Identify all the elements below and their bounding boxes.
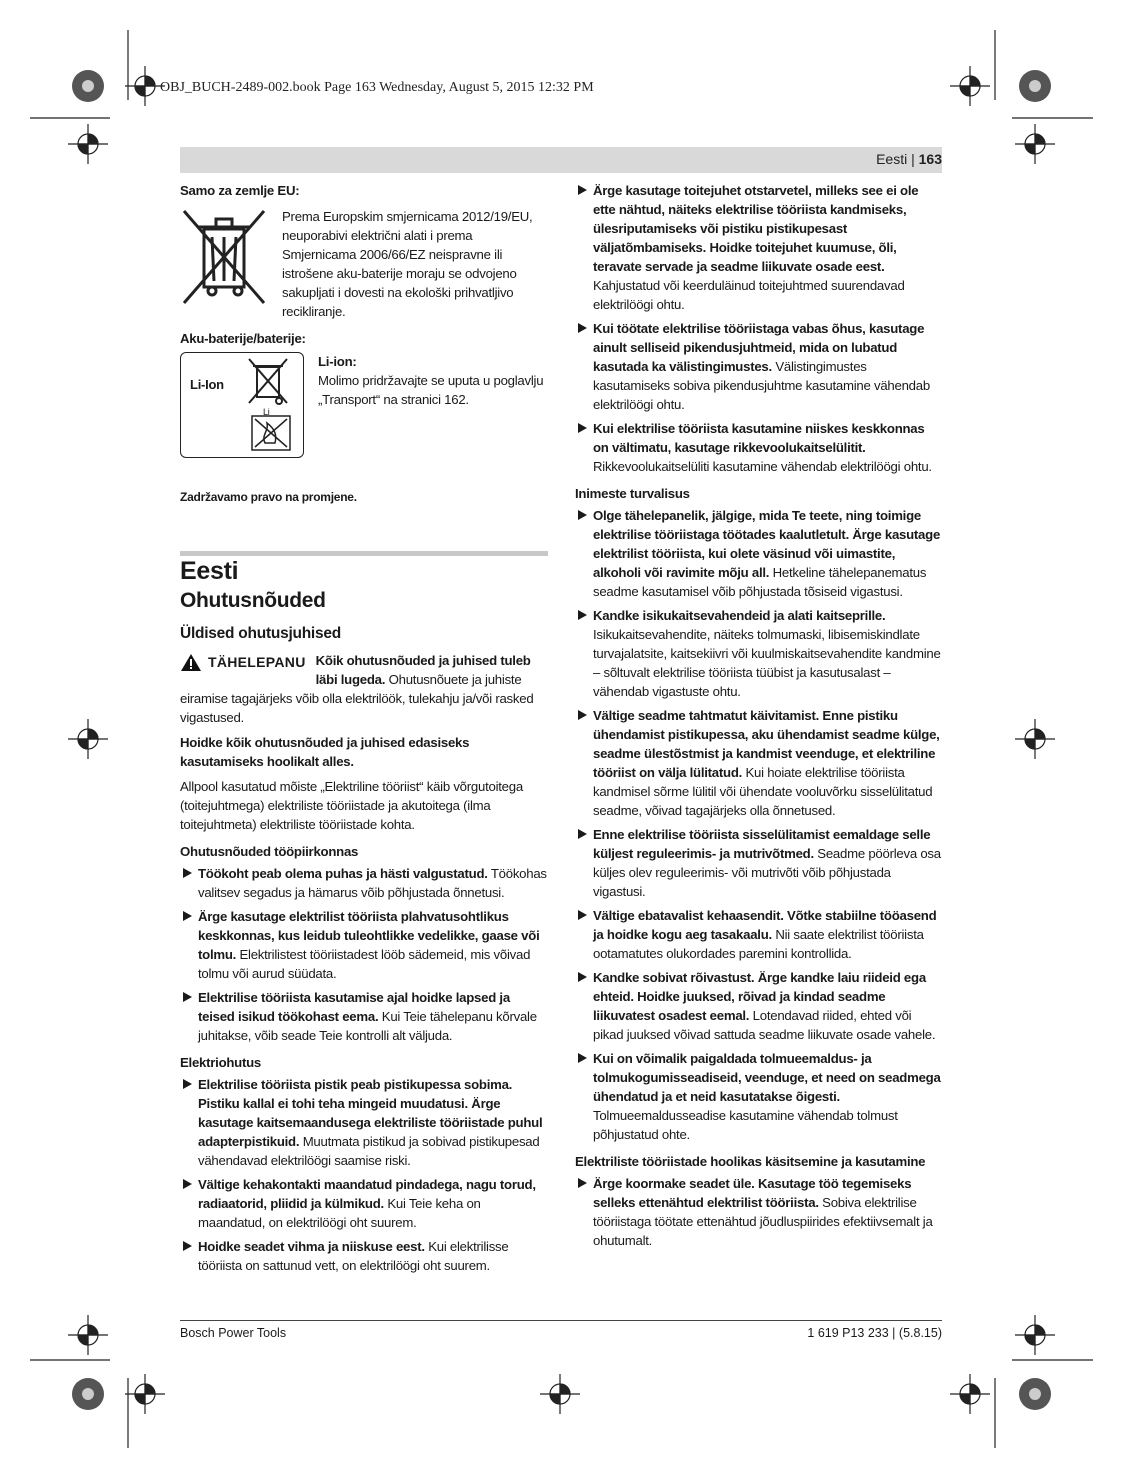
bullet-icon [578, 323, 587, 333]
item-text: Lotendavad riided, ehted või pikad juuksed võivad sattuda seadme liikuvate osade vahele. [593, 1008, 936, 1042]
bullet-icon [578, 972, 587, 982]
item-bold: Ärge kasutage toitejuhet otstarvetel, milleks see ei ole ette nähtud, näiteks elektrilise tööriista kandmiseks, ülesriputamiseks või pistiku pistikupesast väljatõmbamiseks. Hoidke toitejuhet kuumuse, õli, teravate servade ja seadme liikuvate osade eest. [593, 183, 919, 274]
liion-title: Li-ion: [318, 354, 357, 369]
warning-paragraph [180, 651, 548, 727]
list-item [180, 907, 548, 983]
bullet-icon [578, 829, 587, 839]
item-bold: Elektrilise tööriista pistik peab pistikupessa sobima. Pistiku kallal ei tohi teha mingeid muudatusi. Ärge kasutage kaitsemaandusega elektriliste tööriistade puhul adapterpistikuid. [198, 1077, 543, 1149]
warning-triangle-icon [180, 653, 202, 672]
bullet-icon [183, 911, 192, 921]
item-bold: Töökoht peab olema puhas ja hästi valgustatud. [198, 866, 488, 881]
item-text: Sobiva elektrilise tööriistaga töötate ettenähtud jõudluspiirides efektiivsemalt ja ohutumalt. [593, 1195, 933, 1248]
list-item [575, 319, 942, 414]
eu-title: Samo za zemlje EU: [180, 183, 300, 198]
electrical-title: Elektriohutus [180, 1055, 262, 1070]
item-text: Kui Teie keha on maandatud, on elektrilöögi oht suurem. [198, 1196, 481, 1230]
no-fire-icon [251, 415, 291, 451]
list-item [575, 825, 942, 901]
item-bold: Vältige ebatavalist kehaasendit. Võtke stabiilne tööasend ja hoidke kogu aeg tasakaalu. [593, 908, 937, 942]
term-definition: Allpool kasutatud mõiste „Elektriline tööriist“ käib võrgutoitega (toitejuhtmega) elektriliste tööriistade ja akutoitega (ilma toitejuhtmeta) elektriliste tööriistade kohta. [180, 779, 523, 832]
list-item [180, 864, 548, 902]
li-mark: Li [263, 407, 270, 417]
item-text: Elektrilistest tööriistadest lööb sädemeid, mis võivad tolmu või aurud süüdata. [198, 947, 531, 981]
item-bold: Kandke isikukaitsevahendeid ja alati kaitseprille. [593, 608, 886, 623]
reserve-note: Zadržavamo pravo na promjene. [180, 490, 357, 504]
eu-block [180, 207, 548, 321]
bullet-icon [578, 423, 587, 433]
bullet-icon [183, 1179, 192, 1189]
list-item [575, 506, 942, 601]
item-bold: Kui töötate elektrilise tööriistaga vabas õhus, kasutage ainult selliseid pikendusjuhtmeid, mida on lubatud kasutada ka välistingimustes. [593, 321, 925, 374]
item-text: Kahjustatud või keerduläinud toitejuhtmed suurendavad elektrilöögi ohtu. [593, 278, 905, 312]
list-item [575, 606, 942, 701]
battery-title: Aku-baterije/baterije: [180, 331, 306, 346]
warning-bold: Kõik ohutusnõuded ja juhised tuleb läbi lugeda. [315, 653, 531, 687]
list-item [575, 706, 942, 820]
bullet-icon [578, 1053, 587, 1063]
page-header [876, 151, 942, 167]
item-bold: Enne elektrilise tööriista sisselülitamist eemaldage selle küljest reguleerimis- ja mutrivõtmed. [593, 827, 931, 861]
item-bold: Kui on võimalik paigaldada tolmueemaldus- ja tolmukogumisseadiseid, veenduge, et need on seadmega ühendatud ja et neid kasutatakse õigesti. [593, 1051, 941, 1104]
bullet-icon [183, 992, 192, 1002]
list-item [180, 1175, 548, 1232]
item-text: Hetkeline tähelepanematus seadme kasutamisel võib põhjustada tõsiseid vigastusi. [593, 565, 927, 599]
item-text: Kui Teie tähelepanu kõrvale juhitakse, võib seade Teie kontrolli alt väljuda. [198, 1009, 537, 1043]
left-column [180, 181, 548, 1280]
item-text: Kui elektrilisse tööriista on sattunud vett, on elektrilöögi oht suurem. [198, 1239, 509, 1273]
header-band [180, 147, 942, 173]
personal-safety-title: Inimeste turvalisus [575, 486, 690, 501]
right-column [575, 181, 942, 1255]
general-safety-heading: Üldised ohutusjuhised [180, 625, 341, 642]
item-bold: Ärge kasutage elektrilist tööriista plahvatusohtlikus keskkonnas, kus leidub tuleohtlikke vedelikke, gaase või tolmu. [198, 909, 540, 962]
battery-bin-icon [245, 357, 293, 407]
tool-handling-list [575, 1174, 942, 1250]
item-bold: Hoidke seadet vihma ja niiskuse eest. [198, 1239, 425, 1254]
item-bold: Olge tähelepanelik, jälgige, mida Te teete, ning toimige elektrilise tööriistaga töötades kaalutletult. Ärge kasutage elektrilist tööriista, kui olete väsinud või uimastite, alkoholi või ravimite mõju all. [593, 508, 941, 580]
warning-text: Ohutusnõuete ja juhiste eiramise tagajärjeks võib olla elektrilöök, tulekahju ja/või rasked vigastused. [180, 672, 534, 725]
liion-info [318, 352, 548, 458]
bullet-icon [578, 1178, 587, 1188]
electrical-list-continued [575, 181, 942, 476]
work-area-list [180, 864, 548, 1045]
item-bold: Vältige kehakontakti maandatud pindadega, nagu torud, radiaatorid, pliidid ja külmikud. [198, 1177, 536, 1211]
warning-sign [180, 653, 306, 672]
liion-text: Molimo pridržavajte se uputa u poglavlju „Transport“ na stranici 162. [318, 373, 544, 407]
eu-text: Prema Europskim smjernicama 2012/19/EU, neuporabivi električni alati i prema Smjernicama 2006/66/EZ neispravne ili istrošene aku-baterije moraju se odvojeno sakupljati i dovesti na ekološki prihvatljivo recikliranje. [282, 209, 533, 319]
list-item [575, 1049, 942, 1144]
bullet-icon [578, 185, 587, 195]
item-text: Isikukaitsevahendite, näiteks tolmumaski, libisemiskindlate turvajalatsite, kaitsekiivri või kuulmiskaitsevahendite kandmine – sõltuvalt elektrilise tööriista tüübist ja kasutusalast – vähendab vigastuste ohtu. [593, 627, 941, 699]
item-bold: Vältige seadme tahtmatut käivitamist. Enne pistiku ühendamist pistikupessa, aku ühendamist seadme külge, seadme ülestõstmist ja kandmist veenduge, et elektriline tööriist on välja lülitatud. [593, 708, 940, 780]
personal-safety-list [575, 506, 942, 1144]
list-item [575, 906, 942, 963]
print-slug: OBJ_BUCH-2489-002.book Page 163 Wednesday, August 5, 2015 12:32 PM [160, 80, 594, 95]
header-language: Eesti [876, 151, 908, 167]
header-separator: | [911, 151, 915, 167]
item-bold: Kui elektrilise tööriista kasutamine niiskes keskkonnas on vältimatu, kasutage rikkevoolukaitselülitit. [593, 421, 925, 455]
item-text: Nii saate elektrilist tööriista ootamatutes olukordades paremini kontrollida. [593, 927, 924, 961]
item-bold: Elektrilise tööriista kasutamise ajal hoidke lapsed ja teised isikud töökohast eema. [198, 990, 510, 1024]
bullet-icon [183, 1079, 192, 1089]
battery-block [180, 352, 548, 458]
item-text: Kui hoiate elektrilise tööriista kandmisel sõrme lülitil või ühendate vooluvõrku sisselülitatud seadme, võivad tagajärjeks olla õnnetused. [593, 765, 933, 818]
bullet-icon [578, 910, 587, 920]
keep-instructions: Hoidke kõik ohutusnõuded ja juhised edasiseks kasutamiseks hoolikalt alles. [180, 735, 470, 769]
section-rule [180, 551, 548, 585]
work-area-title: Ohutusnõuded tööpiirkonnas [180, 844, 359, 859]
battery-symbols [180, 352, 304, 458]
bullet-icon [578, 610, 587, 620]
page-number: 163 [918, 151, 942, 167]
warning-word: TÄHELEPANU [208, 654, 306, 670]
bullet-icon [578, 710, 587, 720]
safety-heading: Ohutusnõuded [180, 589, 326, 612]
list-item [180, 1075, 548, 1170]
item-text: Välistingimustes kasutamiseks sobiva pikendusjuhtme kasutamine vähendab elektrilöögi ohtu. [593, 359, 930, 412]
footer-brand: Bosch Power Tools [180, 1326, 287, 1340]
list-item [180, 988, 548, 1045]
bullet-icon [183, 1241, 192, 1251]
footer-code: 1 619 P13 233 | (5.8.15) [807, 1326, 942, 1340]
crossed-bin-icon [180, 207, 268, 307]
item-bold: Ärge koormake seadet üle. Kasutage töö tegemiseks selleks ettenähtud elektrilist tööriista. [593, 1176, 912, 1210]
item-text: Rikkevoolukaitselüliti kasutamine vähendab elektrilöögi ohtu. [593, 459, 932, 474]
electrical-list [180, 1075, 548, 1275]
item-text: Muutmata pistikud ja sobivad pistikupesad vähendavad elektrilöögi saamise riski. [198, 1134, 540, 1168]
bullet-icon [183, 868, 192, 878]
language-heading: Eesti [180, 557, 239, 585]
item-bold: Kandke sobivat rõivastust. Ärge kandke laiu riideid ega ehteid. Hoidke juuksed, rõivad ja kindad seadme liikuvatest osadest eemal. [593, 970, 926, 1023]
list-item [575, 419, 942, 476]
list-item [575, 968, 942, 1044]
list-item [180, 1237, 548, 1275]
list-item [575, 181, 942, 314]
footer-rule [180, 1320, 942, 1321]
list-item [575, 1174, 942, 1250]
bullet-icon [578, 510, 587, 520]
item-text: Töökohas valitsev segadus ja hämarus võib põhjustada õnnetusi. [198, 866, 547, 900]
tool-handling-title: Elektriliste tööriistade hoolikas käsitsemine ja kasutamine [575, 1154, 926, 1169]
item-text: Seadme pöörleva osa küljes olev reguleerimis- või mutrivõti võib põhjustada vigastusi. [593, 846, 941, 899]
item-text: Tolmueemaldusseadise kasutamine vähendab tolmust põhjustatud ohte. [593, 1108, 898, 1142]
liion-label: Li-Ion [190, 377, 224, 392]
